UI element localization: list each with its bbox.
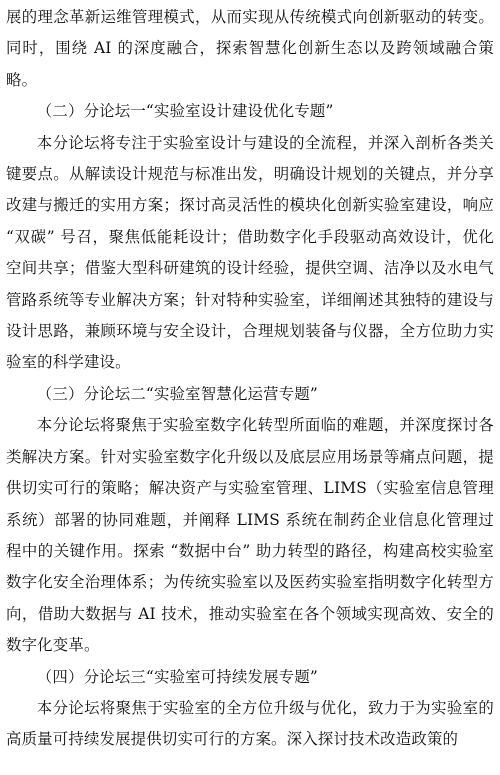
body-paragraph-forum-1: 本分论坛将专注于实验室设计与建设的全流程，并深入剖析各类关键要点。从解读设计规范与标准出发，明确设计规划的关键点，并分享改建与搬迁的实用方案；探讨高灵活性的模块化创新实验室建设，响应 “双碳” 号召，聚焦低能耗设计；借助数字化手段驱动高效设计，优化空间共享；借鉴大型科研建筑的设计经验，提供空调、洁净以及水电气管路系统等专业解决方案；针对特种实验室，详细阐述其独特的建设与设计思路，兼顾环境与安全设计，合理规划装备与仪器，全方位助力实验室的科学建设。 (6, 133, 494, 372)
section-heading-forum-2: （三）分论坛二“实验室智慧化运营专题” (36, 384, 318, 403)
body-paragraph-continued: 展的理念革新运维管理模式，从而实现从传统模式向创新驱动的转变。同时，围绕 AI 的深度融合，探索智慧化创新生态以及跨领域融合策略。 (6, 8, 494, 89)
body-paragraph-forum-3: 本分论坛将聚焦于实验室的全方位升级与优化，致力于为实验室的高质量可持续发展提供切实可行的方案。深入探讨技术改造政策的 (6, 698, 494, 749)
section-heading-forum-3: （四）分论坛三“实验室可持续发展专题” (36, 667, 318, 686)
body-paragraph-forum-2: 本分论坛将聚焦于实验室数字化转型所面临的难题，并深度探讨各类解决方案。针对实验室数字化升级以及底层应用场景等痛点问题，提供切实可行的策略；解决资产与实验室管理、LIMS（实验室信息管理系统）部署的协同难题，并阐释 LIMS 系统在制药企业信息化管理过程中的关键作用。探索 “数据中台” 助力转型的路径，构建高校实验室数字化安全治理体系；为传统实验室以及医药实验室指明数字化转型方向，借助大数据与 AI 技术，推动实验室在各个领域实现高效、安全的数字化变革。 (6, 416, 494, 655)
section-heading-forum-1: （二）分论坛一“实验室设计建设优化专题” (36, 102, 334, 121)
